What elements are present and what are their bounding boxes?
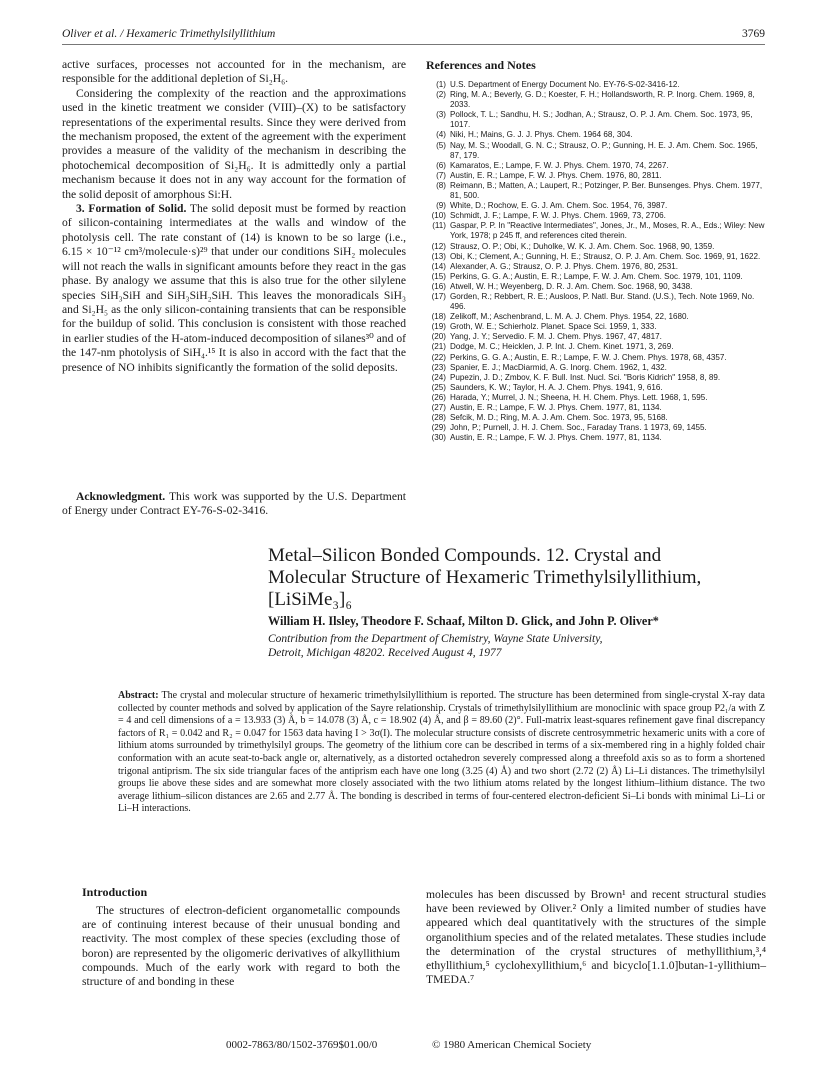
authors: William H. Ilsley, Theodore F. Schaaf, Milton D. Glick, and John P. Oliver*	[268, 614, 659, 628]
paragraph: 3. Formation of Solid. The solid deposit must be formed by reaction of silicon-containing intermediates at the walls and window of the photolysis cell. The rate constant of (14) is known to be so large (i.e., 6.15 × 10⁻¹² cm³/molecule·s)²⁹ that under our conditions SiH₂ molecules will not reach the walls in significant amounts before they react in the gas phase. By analogy we assume that this is also true for the other silylene species SiH₃SiH and SiH₃SiH₂SiH. This leaves the monoradicals SiH₃ and Si₂H₅ as the only silicon-containing transients that can be responsible for the buildup of solid. This conclusion is consistent with those reached in earlier studies of the H-atom-induced decomposition of silanes³⁰ and of the 147-nm photolysis of SiH₄.¹⁵ It is also in accord with the fact that the presence of NO inhibits significantly the formation of the solid deposits.	[62, 202, 406, 374]
reference-number: (8)	[436, 180, 446, 190]
reference-item	[426, 141, 766, 161]
intro-heading: Introduction	[82, 885, 148, 899]
reference-number: (24)	[431, 372, 446, 382]
reference-item	[426, 80, 766, 90]
reference-number: (20)	[431, 332, 446, 342]
reference-text: Ring, M. A.; Beverly, G. D.; Koester, F. H.; Hollandsworth, R. P. Inorg. Chem. 1969, 8, 2033.	[450, 90, 755, 110]
reference-text: Gaspar, P. P. In "Reactive Intermediates", Jones, Jr., M., Moses, R. A., Eds.; Wiley: New York, 1978; p 245 ff, and references cited therein.	[450, 221, 765, 241]
intro-left-column: The structures of electron-deficient organometallic compounds are of continuing interest because of their unusual bonding and reactivity. The most complex of these species (excluding those of boron) are represented by the oligomeric derivatives of alkyllithium compounds. Much of the early work with regard to both the structure of and bonding in these	[82, 904, 400, 989]
reference-item	[426, 433, 766, 443]
reference-item	[426, 272, 766, 282]
reference-text: Pollock, T. L.; Sandhu, H. S.; Jodhan, A.; Strausz, O. P. J. Am. Chem. Soc. 1973, 95, 1017.	[450, 110, 753, 130]
acknowledgment: Acknowledgment. This work was supported by the U.S. Department of Energy under Contract EY-76-S-02-3416.	[62, 490, 406, 518]
reference-item	[426, 373, 766, 383]
paragraph: Considering the complexity of the reaction and the approximations used in the kinetic treatment we consider (VIII)–(X) to be satisfactory representations of the experimental results. Since they were derived from the mechanism proposed, the extent of the agreement with the experiment provides a measure of the validity of the mechanism in describing the photochemical decomposition of Si₂H₆. It is admittedly only a partial mechanism because it does not in any way account for the formation of the solid deposit of amorphous Si:H.	[62, 86, 406, 201]
reference-text: Austin, E. R.; Lampe, F. W. J. Phys. Chem. 1977, 81, 1134.	[450, 433, 662, 443]
reference-number: (9)	[436, 201, 446, 211]
reference-item	[426, 221, 766, 241]
reference-number: (4)	[436, 130, 446, 140]
reference-number: (2)	[436, 90, 446, 100]
running-header: Oliver et al. / Hexameric Trimethylsilyllithium	[62, 28, 276, 40]
reference-number: (26)	[431, 392, 446, 402]
reference-number: (1)	[436, 80, 446, 89]
reference-text: Yang, J. Y.; Servedio. F. M. J. Chem. Phys. 1967, 47, 4817.	[450, 332, 662, 342]
reference-number: (3)	[436, 110, 446, 120]
references-heading: References and Notes	[426, 58, 536, 72]
ack-heading: Acknowledgment.	[76, 490, 166, 503]
reference-item	[426, 242, 766, 252]
article-title: Metal–Silicon Bonded Compounds. 12. Crystal and Molecular Structure of Hexameric Trimethylsilyllithium, [LiSiMe₃]₆	[268, 545, 702, 610]
footer-copyright: © 1980 American Chemical Society	[432, 1039, 592, 1051]
reference-number: (18)	[431, 312, 446, 322]
reference-item	[426, 322, 766, 332]
reference-number: (21)	[431, 342, 446, 352]
references-section	[426, 58, 766, 443]
reference-number: (13)	[431, 251, 446, 261]
reference-item	[426, 363, 766, 373]
reference-item	[426, 161, 766, 171]
reference-number: (30)	[431, 433, 446, 443]
reference-item	[426, 201, 766, 211]
abstract: Abstract: The crystal and molecular structure of hexameric trimethylsilyllithium is reported. The structure has been determined from single-crystal X-ray data collected by counter methods and solved by application of the Sayre relationship. Crystals of trimethylsilyllithium are monoclinic with space group P2₁/a with Z = 4 and cell dimensions of a = 13.933 (3) Å, b = 14.078 (3) Å, c = 18.902 (4) Å, and β = 89.60 (2)°. Full-matrix least-squares refinement gave final discrepancy factors of R₁ = 0.042 and R₂ = 0.047 for 1563 data having I > 3σ(I). The molecular structure consists of discrete centrosymmetric hexameric units with a core of lithium atoms surrounded by trimethylsilyl groups. The geometry of the lithium core can be described in terms of a six-membered ring in a highly folded chair conformation with an acute seat-to-back angle or, alternatively, as a distorted octahedron severely compressed along a threefold axis so as to form a shortened trigonal antiprism. The six side triangular faces of the antiprism each have one long (3.25 (4) Å) and two short (2.72 (2) Å) Li–Li distances. The trimethylsilyl groups lie above these sides and are somewhat more closely associated with the two lithium atoms related by the longest lithium–lithium distance. The two average lithium–silicon distances are 2.65 and 2.77 Å. The bonding is described in terms of four-centered electron-deficient Si–Li bonds with minimal Li–Li or Li–H interactions.	[118, 690, 765, 815]
reference-text: Austin, E. R.; Lampe, F. W. J. Phys. Chem. 1976, 80, 2811.	[450, 170, 662, 180]
reference-list	[426, 80, 766, 443]
reference-number: (19)	[431, 322, 446, 332]
left-column	[62, 58, 406, 375]
reference-item	[426, 130, 766, 140]
affiliation: Contribution from the Department of Chemistry, Wayne State University, Detroit, Michigan 48202. Received August 4, 1977	[268, 633, 603, 659]
reference-number: (22)	[431, 352, 446, 362]
reference-text: Obi, K.; Clement, A.; Gunning, H. E.; Strausz, O. P. J. Am. Chem. Soc. 1969, 91, 1622.	[450, 251, 761, 261]
reference-number: (15)	[431, 271, 446, 281]
reference-text: Zelikoff, M.; Aschenbrand, L. M. A. J. Chem. Phys. 1954, 22, 1680.	[450, 312, 689, 322]
reference-number: (11)	[432, 221, 446, 231]
reference-item	[426, 282, 766, 292]
reference-number: (14)	[431, 261, 446, 271]
reference-item	[426, 403, 766, 413]
reference-text: Schmidt, J. F.; Lampe, F. W. J. Phys. Chem. 1969, 73, 2706.	[450, 211, 666, 221]
reference-item	[426, 181, 766, 201]
reference-text: Kamaratos, E.; Lampe, F. W. J. Phys. Chem. 1970, 74, 2267.	[450, 160, 669, 170]
reference-number: (27)	[431, 403, 446, 412]
reference-item	[426, 413, 766, 423]
reference-text: Groth, W. E.; Schierholz. Planet. Space Sci. 1959, 1, 333.	[450, 322, 657, 332]
reference-text: Niki, H.; Mains, G. J. J. Phys. Chem. 1964 68, 304.	[450, 130, 633, 140]
reference-number: (7)	[436, 170, 446, 180]
reference-number: (6)	[436, 160, 446, 170]
reference-text: Pupezin, J. D.; Zmbov, K. F. Bull. Inst. Nucl. Sci. "Boris Kidrich" 1958, 8, 89.	[450, 372, 721, 382]
reference-item	[426, 393, 766, 403]
reference-number: (17)	[431, 291, 446, 301]
reference-text: White, D.; Rochow, E. G. J. Am. Chem. Soc. 1954, 76, 3987.	[450, 201, 668, 211]
reference-text: Austin, E. R.; Lampe, F. W. J. Phys. Chem. 1977, 81, 1134.	[450, 403, 662, 412]
reference-text: Sefcik, M. D.; Ring, M. A. J. Am. Chem. Soc. 1973, 95, 5168.	[450, 413, 668, 423]
reference-item	[426, 383, 766, 393]
reference-item	[426, 211, 766, 221]
reference-number: (16)	[431, 281, 446, 291]
reference-text: Atwell, W. H.; Weyenberg, D. R. J. Am. Chem. Soc. 1968, 90, 3438.	[450, 281, 693, 291]
reference-item	[426, 171, 766, 181]
reference-text: Gorden, R.; Rebbert, R. E.; Ausloos, P. Natl. Bur. Stand. (U.S.), Tech. Note 1969, No. 496.	[450, 291, 755, 312]
intro-right-column: molecules has been discussed by Brown¹ and recent structural studies have been reviewed by Oliver.² Only a limited number of studies have appeared which deal quantitatively with the structures of the simple organolithium species and of the related metalates. These studies include the determination of the crystal structures of methyllithium,³,⁴ ethyllithium,⁵ cyclohexyllithium,⁶ and bicyclo[1.1.0]butan-1-yllithium–TMEDA.⁷	[426, 888, 766, 987]
reference-item	[426, 252, 766, 262]
reference-text: Spanier, E. J.; MacDiarmid, A. G. Inorg. Chem. 1962, 1, 432.	[450, 362, 667, 372]
reference-item	[426, 332, 766, 342]
reference-item	[426, 353, 766, 363]
reference-item	[426, 292, 766, 312]
reference-item	[426, 342, 766, 352]
header-rule	[62, 44, 765, 45]
reference-number: (25)	[431, 382, 446, 392]
reference-item	[426, 90, 766, 110]
reference-number: (12)	[431, 241, 446, 251]
reference-text: Saunders, K. W.; Taylor, H. A. J. Chem. Phys. 1941, 9, 616.	[450, 382, 663, 392]
reference-number: (10)	[431, 211, 446, 221]
reference-item	[426, 110, 766, 130]
reference-text: U.S. Department of Energy Document No. EY-76-S-02-3416-12.	[450, 80, 680, 89]
reference-item	[426, 262, 766, 272]
reference-text: Nay, M. S.; Woodall, G. N. C.; Strausz, O. P.; Gunning, H. E. J. Am. Chem. Soc. 1965, 87, 179.	[450, 140, 758, 160]
reference-text: Dodge, M. C.; Heicklen, J. P. Int. J. Chem. Kinet. 1971, 3, 269.	[450, 342, 674, 352]
reference-number: (28)	[431, 413, 446, 423]
section-heading: 3. Formation of Solid.	[76, 202, 187, 216]
footer-code: 0002-7863/80/1502-3769$01.00/0	[226, 1039, 378, 1051]
paragraph: active surfaces, processes not accounted for in the mechanism, are responsible for the additional depletion of Si₂H₆.	[62, 58, 406, 86]
reference-text: Alexander, A. G.; Strausz, O. P. J. Phys. Chem. 1976, 80, 2531.	[450, 261, 678, 271]
reference-number: (23)	[431, 362, 446, 372]
reference-number: (29)	[431, 423, 446, 433]
reference-text: Perkins, G. G. A.; Austin, E. R.; Lampe, F. W. J. Chem. Phys. 1978, 68, 4357.	[450, 352, 727, 362]
reference-item	[426, 423, 766, 433]
reference-text: Reimann, B.; Matten, A.; Laupert, R.; Potzinger, P. Ber. Bunsenges. Phys. Chem. 1977, 81, 500.	[450, 180, 763, 201]
reference-number: (5)	[436, 140, 446, 150]
reference-text: Strausz, O. P.; Obi, K.; Duholke, W. K. J. Am. Chem. Soc. 1968, 90, 1359.	[450, 241, 715, 251]
reference-text: Perkins, G. G. A.; Austin, E. R.; Lampe, F. W. J. Am. Chem. Soc. 1979, 101, 1109.	[450, 271, 743, 281]
abstract-heading: Abstract:	[118, 690, 159, 701]
page-number: 3769	[742, 28, 765, 40]
reference-item	[426, 312, 766, 322]
reference-text: Harada, Y.; Murrel, J. N.; Sheena, H. H. Chem. Phys. Lett. 1968, 1, 595.	[450, 392, 708, 402]
reference-text: John, P.; Purnell, J. H. J. Chem. Soc., Faraday Trans. 1 1973, 69, 1455.	[450, 423, 707, 433]
